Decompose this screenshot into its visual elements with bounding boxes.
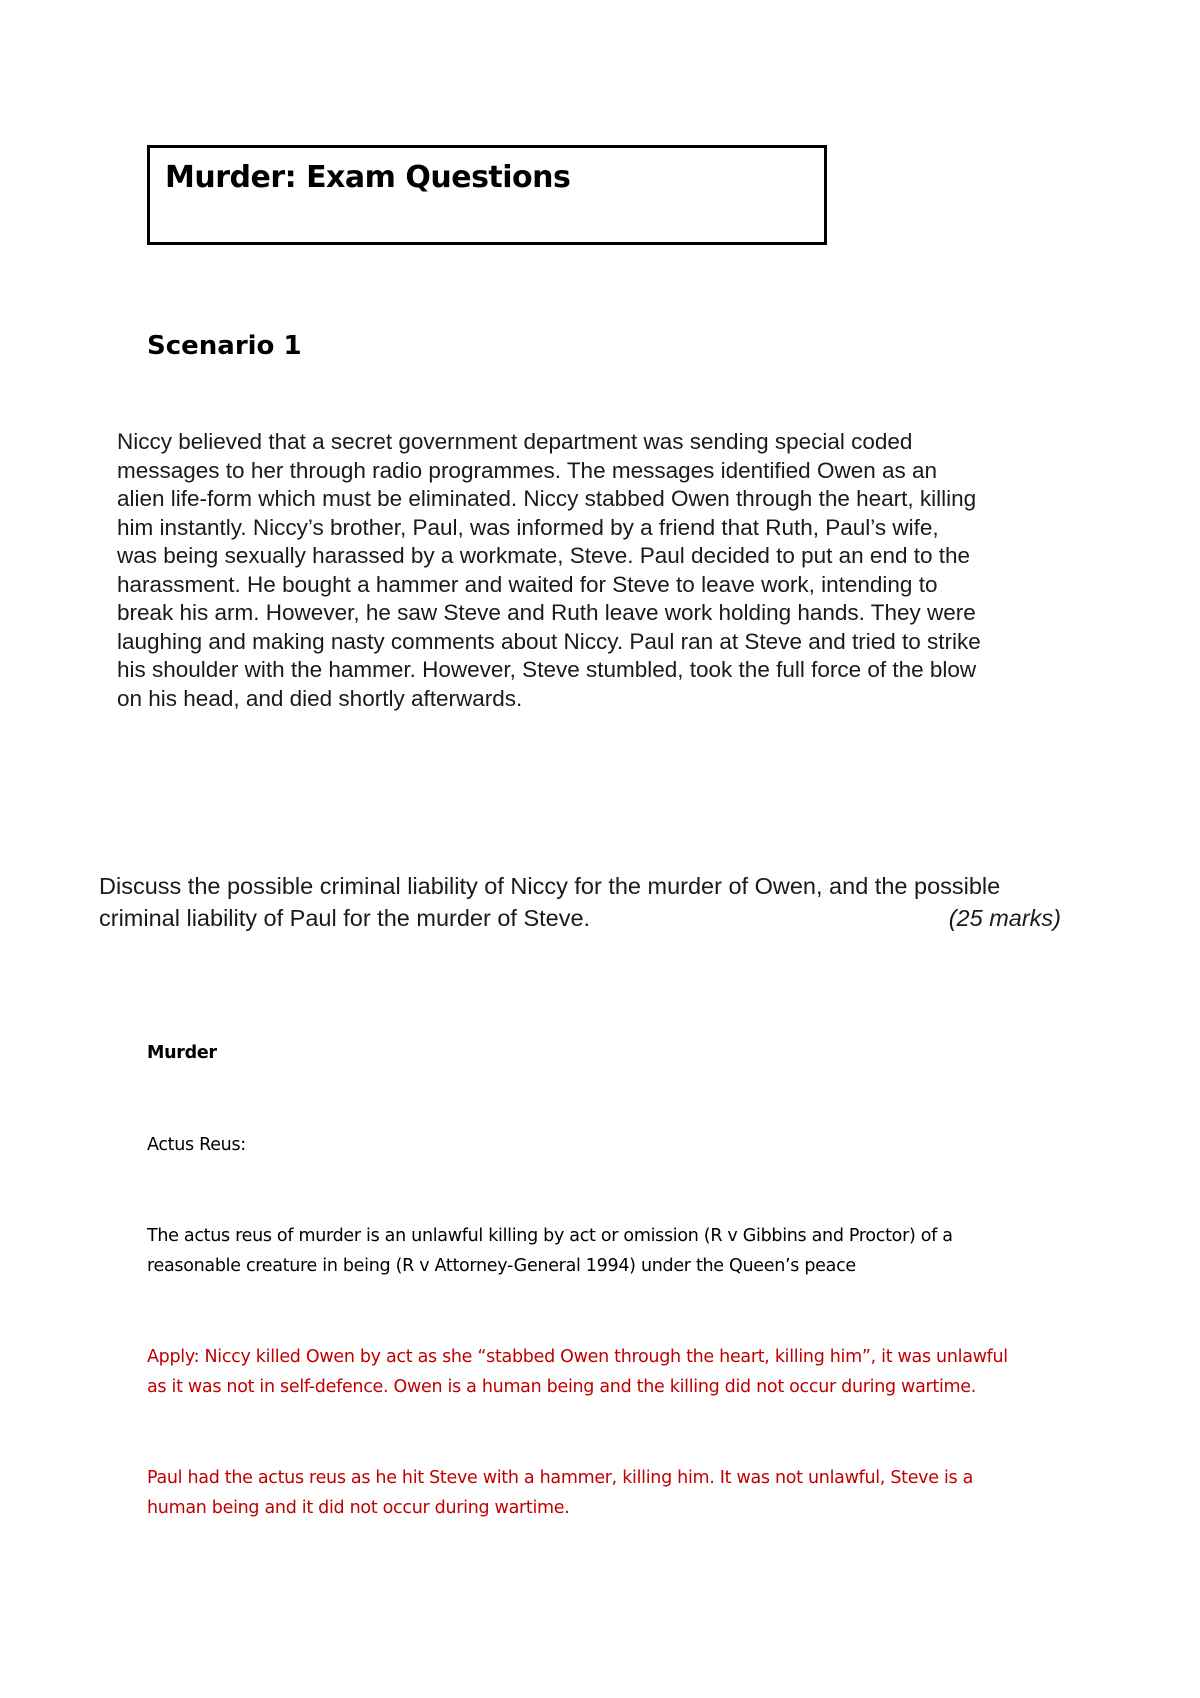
scenario-line: his shoulder with the hammer. However, Steve stumbled, took the full force of the blow xyxy=(117,657,977,682)
marks-label: (25 marks) xyxy=(948,905,1061,931)
exam-question xyxy=(99,870,1061,934)
actus-reus-heading: Actus Reus: xyxy=(147,1135,246,1155)
apply-niccy-line: as it was not in self-defence. Owen is a human being and the killing did not occur during wartime. xyxy=(147,1377,976,1397)
scenario-line: alien life-form which must be eliminated. Niccy stabbed Owen through the heart, killing xyxy=(117,486,977,511)
scenario-line: messages to her through radio programmes. The messages identified Owen as an xyxy=(117,457,938,483)
actus-reus-definition xyxy=(147,1221,1077,1281)
scenario-line: on his head, and died shortly afterwards. xyxy=(117,685,523,711)
apply-niccy xyxy=(147,1342,1077,1402)
scenario-line: Niccy believed that a secret government department was sending special coded xyxy=(117,429,913,454)
definition-line: reasonable creature in being (R v Attorney-General 1994) under the Queen’s peace xyxy=(147,1256,856,1276)
scenario-line: him instantly. Niccy’s brother, Paul, was informed by a friend that Ruth, Paul’s wife, xyxy=(117,514,939,540)
apply-niccy-line: Apply: Niccy killed Owen by act as she “stabbed Owen through the heart, killing him”, it was unlawful xyxy=(147,1347,1008,1367)
scenario-line: laughing and making nasty comments about Niccy. Paul ran at Steve and tried to strike xyxy=(117,628,981,654)
scenario-heading: Scenario 1 xyxy=(147,331,302,361)
murder-heading: Murder xyxy=(147,1043,217,1063)
scenario-line: break his arm. However, he saw Steve and Ruth leave work holding hands. They were xyxy=(117,600,976,625)
scenario-line: was being sexually harassed by a workmate, Steve. Paul decided to put an end to the xyxy=(117,543,971,568)
definition-line: The actus reus of murder is an unlawful killing by act or omission (R v Gibbins and Proctor) of a xyxy=(147,1226,953,1246)
scenario-line: harassment. He bought a hammer and waited for Steve to leave work, intending to xyxy=(117,571,938,597)
scenario-paragraph xyxy=(117,428,1067,713)
title-box xyxy=(147,145,827,245)
apply-paul xyxy=(147,1463,1077,1523)
apply-paul-line: human being and it did not occur during wartime. xyxy=(147,1498,570,1518)
question-line: criminal liability of Paul for the murder of Steve. xyxy=(99,905,591,931)
apply-paul-line: Paul had the actus reus as he hit Steve with a hammer, killing him. It was not unlawful, Steve is a xyxy=(147,1468,974,1488)
page-title: Murder: Exam Questions xyxy=(165,160,571,195)
question-line: Discuss the possible criminal liability of Niccy for the murder of Owen, and the possible xyxy=(99,873,1001,899)
